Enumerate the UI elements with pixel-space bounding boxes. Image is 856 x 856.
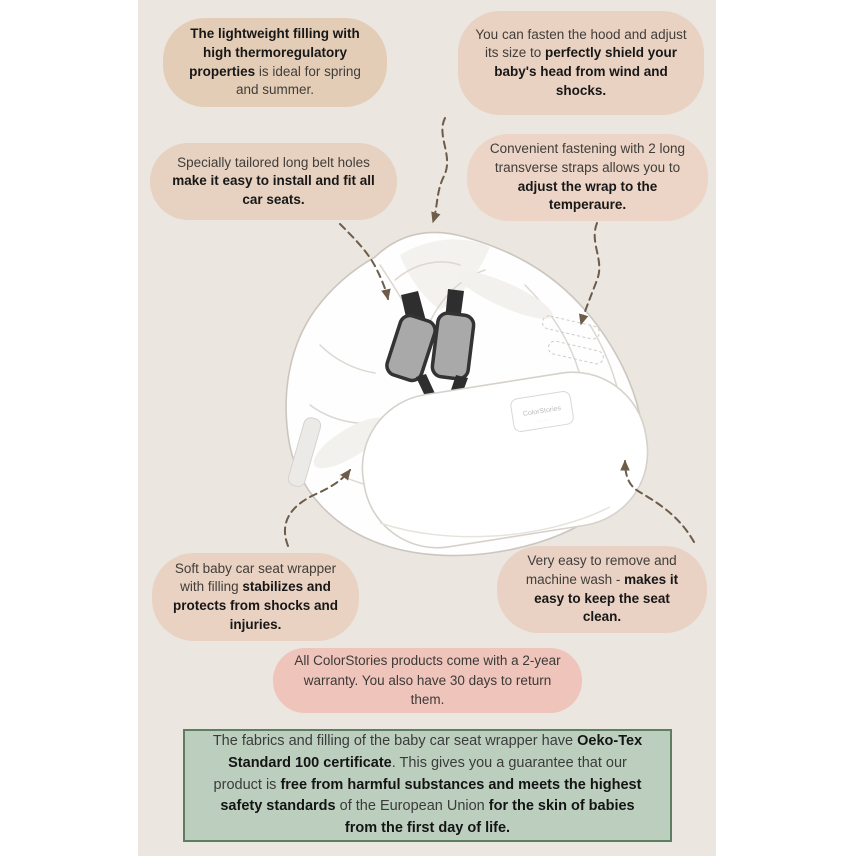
callout-belt-holes: Specially tailored long belt holes make it easy to install and fit all car seats. <box>150 143 397 220</box>
callout-lightweight-filling: The lightweight filling with high thermoregulatory properties is ideal for spring and summer. <box>163 18 387 107</box>
content-canvas <box>138 0 716 856</box>
callout-transverse-straps: Convenient fastening with 2 long transverse straps allows you to adjust the wrap to the temperaure. <box>467 134 708 221</box>
car-seat-wrapper-illustration <box>280 225 650 565</box>
callout-hood: You can fasten the hood and adjust its size to perfectly shield your baby's head from wind and shocks. <box>458 11 704 115</box>
callout-machine-wash: Very easy to remove and machine wash - makes it easy to keep the seat clean. <box>497 546 707 633</box>
svg-text:· · · ·: · · · · <box>537 417 550 425</box>
label-text: ColorStories <box>522 405 562 418</box>
callout-warranty: All ColorStories products come with a 2-year warranty. You also have 30 days to return them. <box>273 648 582 713</box>
callout-soft-wrapper: Soft baby car seat wrapper with filling stabilizes and protects from shocks and injuries. <box>152 553 359 641</box>
arrow-hood-icon <box>433 118 447 222</box>
certificate-box: The fabrics and filling of the baby car seat wrapper have Oeko-Tex Standard 100 certificate. This gives you a guarantee that our product is free from harmful substances and meets the highest safety standards of the European Union for the skin of babies from the first day of life. <box>183 729 672 842</box>
